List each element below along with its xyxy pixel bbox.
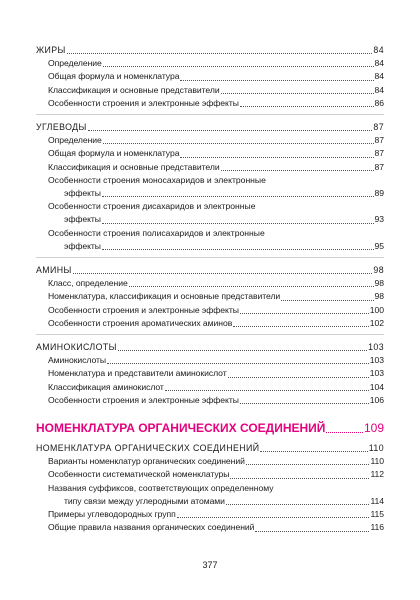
toc-heading[interactable]: [36, 442, 384, 455]
toc-entry-page: 98: [374, 278, 384, 289]
toc-entry-title: Аминокислоты: [48, 355, 107, 366]
toc-entry-page: 116: [370, 522, 384, 533]
toc-heading-title: УГЛЕВОДЫ: [36, 122, 87, 133]
toc-entry-page: 89: [374, 188, 384, 199]
dot-leader: [255, 531, 369, 532]
toc-entry-title: Классификация аминокислот: [48, 381, 164, 392]
toc-entry-page: 87: [374, 161, 384, 172]
dot-leader: [240, 403, 369, 404]
toc-entry[interactable]: [36, 521, 384, 534]
toc-entry-title: Примеры углеводородных групп: [48, 509, 176, 520]
toc-heading[interactable]: [36, 264, 384, 277]
toc-entry-title: Классификация и основные представители: [48, 161, 220, 172]
toc-heading-title: АМИНОКИСЛОТЫ: [36, 342, 117, 353]
toc-entry-title: Классификация и основные представители: [48, 84, 220, 95]
dot-leader: [240, 106, 374, 107]
dot-leader: [326, 432, 363, 433]
toc-entry-title-line2: эффекты: [64, 188, 101, 199]
toc-entry-title-line1: Особенности строения дисахаридов и электронные: [48, 201, 256, 212]
toc-entry-page: 106: [369, 394, 384, 405]
toc-heading-title: АМИНЫ: [36, 265, 72, 276]
toc-entry-page: 84: [374, 58, 384, 69]
toc-entry-title: Определение: [48, 58, 102, 69]
dot-leader: [88, 130, 373, 131]
toc-entry-page: 112: [370, 469, 384, 480]
toc-entry-page: 103: [369, 355, 384, 366]
toc-entry-page: 84: [374, 71, 384, 82]
toc-entry[interactable]: [36, 304, 384, 317]
toc-entry-title: Особенности строения ароматических аминов: [48, 317, 233, 328]
toc-entry-title: Особенности систематической номенклатуры: [48, 469, 230, 480]
toc-heading[interactable]: [36, 44, 384, 57]
toc-entry[interactable]: [36, 508, 384, 521]
toc-entry[interactable]: [36, 134, 384, 147]
toc-entry-title-line2: эффекты: [64, 240, 101, 251]
dot-leader: [180, 157, 373, 158]
dot-leader: [260, 451, 367, 452]
dot-leader: [177, 517, 370, 518]
toc-entry-page: 98: [374, 291, 384, 302]
toc-section-amino-acids: [36, 341, 384, 407]
toc-entry-title: Особенности строения и электронные эффекты: [48, 394, 239, 405]
dot-leader: [246, 464, 370, 465]
toc-entry-title-line1: Особенности строения моносахаридов и электронные: [48, 174, 266, 185]
dot-leader: [165, 390, 369, 391]
dot-leader: [221, 93, 374, 94]
toc-entry[interactable]: [36, 367, 384, 380]
toc-entry-title: Номенклатура и представители аминокислот: [48, 368, 227, 379]
toc-entry-title-line2: типу связи между углеродными атомами: [64, 495, 225, 506]
page-number: 377: [202, 560, 218, 570]
toc-entry-title: Определение: [48, 135, 102, 146]
toc-entry-page: 95: [374, 240, 384, 251]
toc-entry[interactable]: [36, 317, 384, 330]
toc-entry-multiline[interactable]: [36, 174, 384, 200]
dot-leader: [118, 350, 367, 351]
section-divider: [36, 257, 384, 258]
toc-entry-page: 87: [374, 148, 384, 159]
dot-leader: [103, 143, 374, 144]
toc-entry-continuation: [36, 187, 384, 200]
toc-entry[interactable]: [36, 161, 384, 174]
toc-entry[interactable]: [36, 354, 384, 367]
toc-entry-page: 110: [370, 456, 384, 467]
dot-leader: [228, 377, 369, 378]
toc-entry-continuation: [36, 240, 384, 253]
toc-entry-title: Общая формула и номенклатура: [48, 71, 180, 82]
toc-entry-page: 100: [369, 304, 384, 315]
toc-entry-title-line1: Особенности строения полисахаридов и электронные: [48, 227, 265, 238]
dot-leader: [102, 249, 374, 250]
toc-entry-multiline[interactable]: [36, 227, 384, 253]
toc-entry[interactable]: [36, 97, 384, 110]
toc-heading[interactable]: [36, 341, 384, 354]
toc-entry[interactable]: [36, 147, 384, 160]
dot-leader: [226, 504, 370, 505]
toc-entry-page: 103: [369, 368, 384, 379]
toc-entry-page: 87: [374, 135, 384, 146]
toc-section-amines: [36, 264, 384, 330]
toc-chapter-heading[interactable]: [36, 421, 384, 436]
section-divider: [36, 114, 384, 115]
toc-entry-page: 86: [374, 97, 384, 108]
dot-leader: [73, 273, 373, 274]
toc-entry-title-line1: Названия суффиксов, соответствующих определенному: [48, 482, 274, 493]
toc-entry[interactable]: [36, 455, 384, 468]
toc-section-fats: [36, 44, 384, 110]
dot-leader: [180, 80, 373, 81]
toc-entry[interactable]: [36, 290, 384, 303]
dot-leader: [102, 223, 374, 224]
dot-leader: [230, 478, 369, 479]
toc-entry[interactable]: [36, 57, 384, 70]
toc-heading-title: НОМЕНКЛАТУРА ОРГАНИЧЕСКИХ СОЕДИНЕНИЙ: [36, 443, 260, 454]
table-of-contents: [36, 44, 384, 538]
dot-leader: [67, 53, 373, 54]
toc-section-nomenclature: [36, 442, 384, 534]
section-divider: [36, 334, 384, 335]
toc-entry-multiline[interactable]: [36, 200, 384, 226]
toc-entry-title: Особенности строения и электронные эффекты: [48, 304, 239, 315]
toc-section-carbohydrates: [36, 121, 384, 253]
dot-leader: [281, 300, 373, 301]
toc-entry-continuation: [36, 213, 384, 226]
toc-entry-page: 93: [374, 214, 384, 225]
toc-heading-page: 103: [368, 342, 384, 353]
toc-heading-title: ЖИРЫ: [36, 45, 66, 55]
toc-entry-page: 115: [370, 509, 384, 520]
toc-entry-title-line2: эффекты: [64, 214, 101, 225]
toc-entry-page: 104: [369, 381, 384, 392]
toc-entry[interactable]: [36, 84, 384, 97]
toc-entry-title: Варианты номенклатур органических соединений: [48, 456, 245, 467]
toc-heading[interactable]: [36, 121, 384, 134]
toc-entry[interactable]: [36, 70, 384, 83]
toc-entry[interactable]: [36, 394, 384, 407]
dot-leader: [233, 326, 369, 327]
toc-entry[interactable]: [36, 468, 384, 481]
toc-chapter-page: 109: [363, 421, 384, 436]
toc-entry-page: 102: [369, 317, 384, 328]
toc-heading-page: 110: [368, 443, 384, 454]
toc-entry[interactable]: [36, 381, 384, 394]
dot-leader: [240, 313, 369, 314]
toc-entry-title: Класс, определение: [48, 278, 128, 289]
dot-leader: [103, 66, 374, 67]
toc-entry-continuation: [36, 495, 384, 508]
toc-entry-title: Номенклатура, классификация и основные представители: [48, 291, 281, 302]
dot-leader: [221, 170, 374, 171]
toc-entry-title: Общая формула и номенклатура: [48, 148, 180, 159]
toc-entry-title: Особенности строения и электронные эффекты: [48, 97, 239, 108]
dot-leader: [107, 363, 369, 364]
toc-chapter-title: НОМЕНКЛАТУРА ОРГАНИЧЕСКИХ СОЕДИНЕНИЙ: [36, 421, 326, 436]
toc-entry[interactable]: [36, 277, 384, 290]
toc-heading-page: 98: [373, 265, 384, 276]
dot-leader: [102, 196, 374, 197]
toc-entry-page: 84: [374, 84, 384, 95]
toc-entry-multiline[interactable]: [36, 482, 384, 508]
toc-heading-page: 87: [373, 122, 384, 133]
toc-entry-page: 114: [370, 495, 384, 506]
toc-entry-title: Общие правила названия органических соединений: [48, 522, 255, 533]
dot-leader: [129, 286, 374, 287]
toc-heading-page: 84: [373, 45, 384, 55]
